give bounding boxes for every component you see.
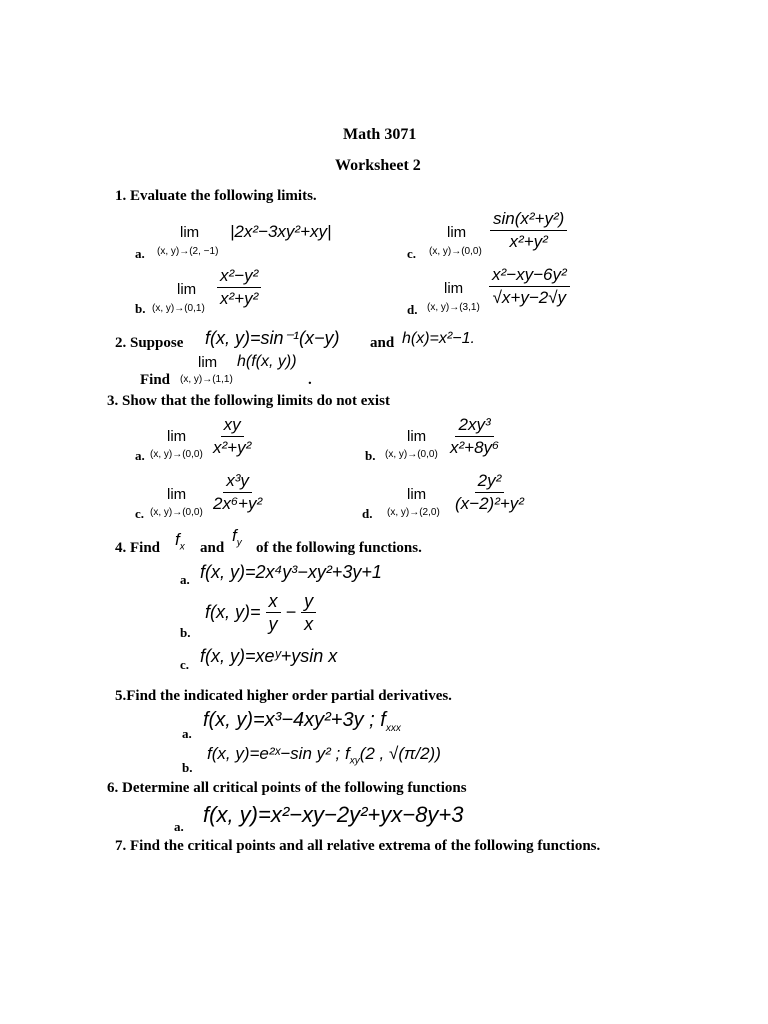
q4-fx xyxy=(175,530,185,552)
q5a-label: a. xyxy=(182,726,192,741)
q1-prompt: 1. Evaluate the following limits. xyxy=(115,188,317,204)
q4b-frac2 xyxy=(301,590,316,635)
q4b-label: b. xyxy=(180,625,191,640)
q3c-sub: (x, y)→(0,0) xyxy=(150,507,203,518)
q4b-lhs: f(x, y)= xyxy=(205,602,261,622)
q4b-frac1 xyxy=(266,590,281,635)
q1d-fraction xyxy=(489,264,570,309)
q1c-sub: (x, y)→(0,0) xyxy=(429,246,482,257)
q2-and: and xyxy=(370,335,395,351)
q1d-lim: lim xyxy=(444,280,464,297)
q6-prompt: 6. Determine all critical points of the following functions xyxy=(107,780,467,796)
q3c-lim: lim xyxy=(167,486,187,503)
q3d-num: 2y² xyxy=(475,470,505,493)
q1c-label: c. xyxy=(407,246,417,261)
q3c-num: x³y xyxy=(223,470,252,493)
q2-period: . xyxy=(308,372,312,388)
q5a-sub: xxx xyxy=(385,723,401,734)
q4b-n1: x xyxy=(266,590,281,613)
q3a-lim: lim xyxy=(167,428,187,445)
q4-fy-sub: y xyxy=(236,537,242,549)
q5a-expr xyxy=(203,709,401,734)
q4c-expr: f(x, y)=xeʸ+ysin x xyxy=(200,646,338,666)
q1a-label: a. xyxy=(135,246,145,261)
q1a-expr: |2x²−3xy²+xy| xyxy=(230,222,332,241)
q4-find: 4. Find xyxy=(115,540,161,556)
q3d-den: (x−2)²+y² xyxy=(455,494,524,513)
q1a-lim: lim xyxy=(180,224,200,241)
q1d-sub: (x, y)→(3,1) xyxy=(427,302,480,313)
q3c-label: c. xyxy=(135,506,145,521)
q4-fx-f: f xyxy=(175,530,180,549)
course-title: Math 3071 xyxy=(343,126,417,143)
q4a-expr: f(x, y)=2x⁴y³−xy²+3y+1 xyxy=(200,562,382,582)
q3a-fraction xyxy=(210,414,254,459)
q2-prompt: 2. Suppose xyxy=(115,335,184,351)
worksheet-title: Worksheet 2 xyxy=(335,157,421,174)
q1b-label: b. xyxy=(135,301,146,316)
q3b-label: b. xyxy=(365,448,376,463)
q3-prompt: 3. Show that the following limits do not exist xyxy=(107,393,390,409)
q4b-d1: y xyxy=(268,614,278,634)
q3b-num: 2xy³ xyxy=(455,414,493,437)
q4-and: and xyxy=(200,540,225,556)
q2-lim: lim xyxy=(198,354,218,371)
q2-h-def: h(x)=x²−1. xyxy=(402,330,475,347)
q3d-label: d. xyxy=(362,506,373,521)
q3b-lim: lim xyxy=(407,428,427,445)
q3d-lim: lim xyxy=(407,486,427,503)
q1d-num: x²−xy−6y² xyxy=(489,264,570,287)
q3c-den: 2x⁶+y² xyxy=(213,494,263,513)
q3b-sub: (x, y)→(0,0) xyxy=(385,449,438,460)
q1c-num: sin(x²+y²) xyxy=(490,208,567,231)
q4c-label: c. xyxy=(180,657,190,672)
q5b-expr xyxy=(207,744,441,766)
q1a-sub: (x, y)→(2, −1) xyxy=(157,246,219,257)
q2-find: Find xyxy=(140,372,171,388)
q3b-fraction xyxy=(447,414,502,459)
q5b-tail: (2 , √(π/2)) xyxy=(359,744,441,763)
q1b-den: x²+y² xyxy=(220,289,259,308)
q4-rest: of the following functions. xyxy=(256,540,422,556)
q1c-fraction xyxy=(490,208,567,253)
q3a-den: x²+y² xyxy=(213,438,252,457)
q5a-main: f(x, y)=x³−4xy²+3y ; f xyxy=(203,709,386,731)
q1d-den: √x+y−2√y xyxy=(492,288,567,307)
q7-prompt: 7. Find the critical points and all relative extrema of the following functions. xyxy=(115,838,601,854)
q5-prompt: 5.Find the indicated higher order partial derivatives. xyxy=(115,688,452,704)
q4b-d2: x xyxy=(304,614,314,634)
q1b-lim: lim xyxy=(177,281,197,298)
q3d-fraction xyxy=(452,470,527,515)
q5b-label: b. xyxy=(182,760,193,775)
q1b-num: x²−y² xyxy=(217,265,261,288)
q4-fx-sub: x xyxy=(179,541,185,553)
q3d-sub: (x, y)→(2,0) xyxy=(387,507,440,518)
q4b-expr xyxy=(205,590,316,635)
q1c-lim: lim xyxy=(447,224,467,241)
q2-sub: (x, y)→(1,1) xyxy=(180,374,233,385)
q4a-label: a. xyxy=(180,572,190,587)
q6a-label: a. xyxy=(174,819,184,834)
q3a-sub: (x, y)→(0,0) xyxy=(150,449,203,460)
q1b-sub: (x, y)→(0,1) xyxy=(152,303,205,314)
q4-fy xyxy=(232,526,242,548)
q3b-den: x²+8y⁶ xyxy=(450,438,500,457)
q6a-expr: f(x, y)=x²−xy−2y²+yx−8y+3 xyxy=(203,802,464,827)
q2-expr: h(f(x, y)) xyxy=(237,353,297,370)
q2-f-def: f(x, y)=sin⁻¹(x−y) xyxy=(205,328,340,348)
q3a-num: xy xyxy=(221,414,244,437)
q3c-fraction xyxy=(210,470,265,515)
q4-fy-f: f xyxy=(232,526,237,545)
q1d-label: d. xyxy=(407,302,418,317)
q1b-fraction xyxy=(217,265,261,310)
q3a-label: a. xyxy=(135,448,145,463)
q1c-den: x²+y² xyxy=(509,232,548,251)
q5b-main: f(x, y)=e²ˣ−sin y² ; f xyxy=(207,744,350,763)
q5b-sub: xy xyxy=(349,755,360,767)
q4b-n2: y xyxy=(301,590,316,613)
q4b-minus: − xyxy=(285,602,297,622)
